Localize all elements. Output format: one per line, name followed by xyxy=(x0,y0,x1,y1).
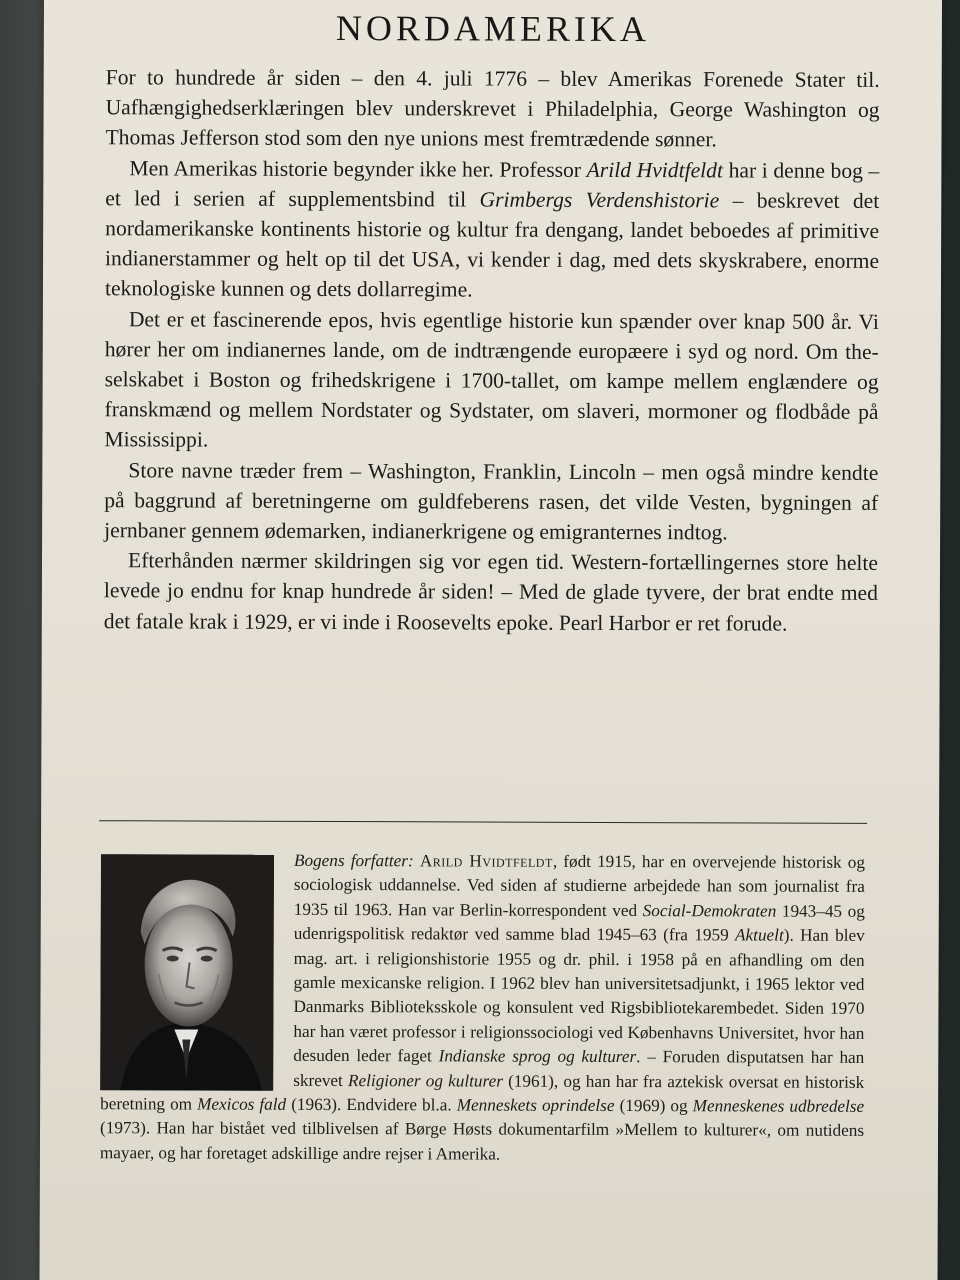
bio-italic-5: Mexicos fald xyxy=(197,1094,287,1114)
page-title: NORDAMERIKA xyxy=(335,8,650,50)
blurb-p2-text-c: – beskrevet det nordamerikanske kontinents historie og kultur fra dengang, landet beboedes af primitive indianerstammer og helt op til det USA, vi kender i dag, med dets skyskrabere, enorme teknologiske kunnen og dets dollarregime. xyxy=(104,188,880,302)
divider-rule xyxy=(99,820,867,824)
bio-text-4: . – Foruden disputatsen har han skrevet xyxy=(293,1047,865,1090)
portrait-float-space xyxy=(100,848,294,1093)
bio-italic-7: Menneskenes udbredelse xyxy=(692,1096,865,1116)
bio-text-8: (1973). Han har bistået ved tilblivelsen af Børge Høsts dokumentarfilm »Mellem to kulturer«, om nutidens mayaer, og har foretaget adskillige andre rejser i Amerika. xyxy=(99,1118,865,1164)
book-back-cover xyxy=(39,0,942,1280)
blurb-p2-text-b: har i denne bog – et led i serien af supplementsbind til xyxy=(105,157,880,212)
series-title-italic: Grimbergs Verdenshistorie xyxy=(479,187,720,213)
blurb-paragraph-3: Det er et fascinerende epos, hvis egentlige historie kun spænder over knap 500 år. Vi hører her om indianernes lande, om de indtrængende europæere i syd og nord. Om the-selskabet i Boston og frihedskrigene i 1700-tallet, om kampe mellem englændere og franskmænd og mellem Nordstater og Sydstater, om slaveri, mormoner og flodbåde på Mississippi. xyxy=(104,306,879,453)
author-name-italic: Arild Hvidtfeldt xyxy=(586,157,724,182)
bio-lead: Bogens forfatter: xyxy=(293,850,414,871)
blurb-paragraph-1: For to hundrede år siden – den 4. juli 1776 – blev Amerikas Forenede Stater til. Uafhængighedserklæringen blev underskrevet i Philadelphia, George Washington og Thomas Jefferson stod som den nye unions mest fremtrædende sønner. xyxy=(105,65,880,152)
blurb-p2-text-a: Men Amerikas historie begynder ikke her. Professor xyxy=(129,155,587,182)
author-bio xyxy=(100,848,865,1168)
bio-italic-1: Social-Demokraten xyxy=(642,900,777,921)
bio-text-6: (1963). Endvidere bl.a. xyxy=(286,1094,457,1115)
bio-author-name: Arild Hvidtfeldt xyxy=(419,851,553,871)
blurb-paragraph-2 xyxy=(105,153,880,307)
bio-text-3: ). Han blev mag. art. i religionshistorie 1955 og dr. phil. i 1958 på en afhandling om den gamle mexicanske religion. I 1962 blev han universitetsadjunkt, i 1965 lektor ved Danmarks Biblioteksskole og konsulent ved Rigsbibliotekarembedet. Siden 1970 har han været professor i religionssociologi ved Københavns Universitet, hvor han desuden leder faget xyxy=(293,925,865,1066)
bio-italic-6: Menneskets oprindelse xyxy=(456,1095,615,1116)
bio-text-2: 1943–45 og udenrigspolitisk redaktør ved samme blad 1945–63 (fra 1959 xyxy=(293,901,865,945)
bio-text-5: (1961), og han har fra aztekisk oversat en historisk beretning om xyxy=(100,1071,865,1114)
blurb-paragraph-4: Store navne træder frem – Washington, Franklin, Lincoln – men også mindre kendte på baggrund af beretningerne om guldfeberens rasen, det vilde Vesten, bygningen af jernbaner gennem ødemarken, indianerkrigene og emigranternes indtog. xyxy=(104,457,879,545)
bio-italic-2: Aktuelt xyxy=(735,925,784,945)
bio-italic-3: Indianske sprog og kulturer xyxy=(438,1046,637,1067)
bio-text-1: , født 1915, har en overvejende historisk og sociologisk uddannelse. Ved siden af studierne arbejdede han som journalist fra 1935 til 1963. Han var Berlin-korrespondent ved xyxy=(293,851,866,920)
blurb-paragraph-5: Efterhånden nærmer skildringen sig vor egen tid. Western-fortællingernes store helte levede jo endnu for knap hundrede år siden! – Med de glade tyvere, der brat endte med det fatale krak i 1929, er vi inde i Roosevelts epoke. Pearl Harbor er ret forude. xyxy=(103,548,879,636)
bio-italic-4: Religioner og kulturer xyxy=(348,1070,503,1091)
blurb-text xyxy=(104,62,880,639)
bio-text-7: (1969) og xyxy=(614,1096,693,1116)
